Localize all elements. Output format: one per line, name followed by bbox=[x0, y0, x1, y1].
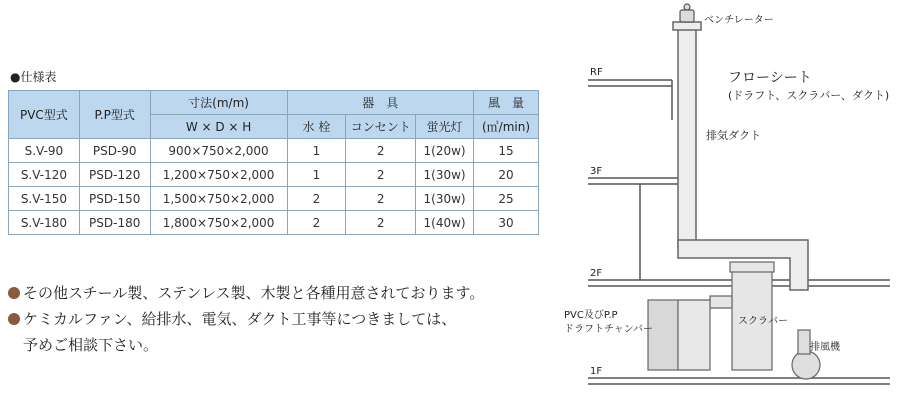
note-item bbox=[8, 332, 484, 358]
cell-pp: PSD-90 bbox=[79, 139, 150, 163]
header-pp-model: P.P型式 bbox=[79, 91, 150, 139]
scrubber-label: スクラバー bbox=[738, 316, 788, 327]
cell-faucet: 1 bbox=[287, 163, 346, 187]
cell-pp: PSD-120 bbox=[79, 163, 150, 187]
cell-pp: PSD-150 bbox=[79, 187, 150, 211]
floor-2f-label: 2F bbox=[590, 268, 603, 279]
cell-lamp: 1(30w) bbox=[416, 187, 474, 211]
header-pvc-model: PVC型式 bbox=[9, 91, 80, 139]
diagram-title: フローシート bbox=[728, 70, 812, 86]
exhaust-fan-icon bbox=[792, 330, 820, 379]
cell-faucet: 2 bbox=[287, 211, 346, 235]
header-outlet: コンセント bbox=[346, 115, 416, 139]
duct-label: 排気ダクト bbox=[706, 129, 761, 142]
table-row bbox=[9, 211, 539, 235]
spec-table-title: ●仕様表 bbox=[10, 70, 57, 84]
header-faucet: 水 栓 bbox=[287, 115, 346, 139]
cell-outlet: 2 bbox=[346, 211, 416, 235]
header-airflow: 風 量 bbox=[474, 91, 539, 115]
cell-outlet: 2 bbox=[346, 139, 416, 163]
note-text: ケミカルファン、給排水、電気、ダクト工事等につきましては、 bbox=[23, 310, 457, 328]
bullet-icon bbox=[8, 313, 20, 325]
cell-outlet: 2 bbox=[346, 187, 416, 211]
cell-lamp: 1(20w) bbox=[416, 139, 474, 163]
cell-dims: 900×750×2,000 bbox=[150, 139, 287, 163]
ventilator-icon bbox=[680, 4, 694, 22]
draft-chamber-icon bbox=[648, 300, 710, 370]
table-row bbox=[9, 163, 539, 187]
cell-pvc: S.V-180 bbox=[9, 211, 80, 235]
diagram-subtitle: (ドラフト、スクラバー、ダクト) bbox=[728, 89, 890, 102]
cell-faucet: 2 bbox=[287, 187, 346, 211]
header-airflow-unit: (㎥/min) bbox=[474, 115, 539, 139]
bullet-icon bbox=[8, 287, 20, 299]
spec-table bbox=[8, 90, 539, 235]
floor-rf-label: RF bbox=[590, 67, 603, 78]
chamber-label-line1: PVC及びP.P bbox=[564, 310, 618, 321]
header-lamp: 蛍光灯 bbox=[416, 115, 474, 139]
cell-airflow: 30 bbox=[474, 211, 539, 235]
cell-pvc: S.V-90 bbox=[9, 139, 80, 163]
cell-pp: PSD-180 bbox=[79, 211, 150, 235]
table-row bbox=[9, 139, 539, 163]
cell-dims: 1,200×750×2,000 bbox=[150, 163, 287, 187]
header-dimensions: 寸法(m/m) bbox=[150, 91, 287, 115]
cell-lamp: 1(40w) bbox=[416, 211, 474, 235]
cell-airflow: 25 bbox=[474, 187, 539, 211]
notes bbox=[8, 280, 484, 358]
note-text: その他スチール製、ステンレス製、木製と各種用意されております。 bbox=[23, 284, 485, 302]
chamber-label-line2: ドラフトチャンバー bbox=[564, 324, 653, 335]
ventilator-label: ベンチレーター bbox=[704, 15, 774, 26]
cell-airflow: 15 bbox=[474, 139, 539, 163]
floor-3f-label: 3F bbox=[590, 166, 603, 177]
flow-sheet-diagram bbox=[560, 0, 902, 405]
exhaust-duct bbox=[673, 22, 808, 290]
floor-1f-label: 1F bbox=[590, 366, 603, 377]
cell-outlet: 2 bbox=[346, 163, 416, 187]
cell-dims: 1,500×750×2,000 bbox=[150, 187, 287, 211]
note-item bbox=[8, 306, 484, 332]
header-equipment: 器 具 bbox=[287, 91, 474, 115]
table-row bbox=[9, 187, 539, 211]
fan-label: 排風機 bbox=[810, 342, 840, 353]
cell-pvc: S.V-150 bbox=[9, 187, 80, 211]
cell-pvc: S.V-120 bbox=[9, 163, 80, 187]
cell-airflow: 20 bbox=[474, 163, 539, 187]
cell-faucet: 1 bbox=[287, 139, 346, 163]
cell-dims: 1,800×750×2,000 bbox=[150, 211, 287, 235]
table-header-row bbox=[9, 91, 539, 115]
note-item bbox=[8, 280, 484, 306]
header-dimensions-sub: W × D × H bbox=[150, 115, 287, 139]
note-text: 予めご相談下さい。 bbox=[23, 336, 159, 354]
cell-lamp: 1(30w) bbox=[416, 163, 474, 187]
